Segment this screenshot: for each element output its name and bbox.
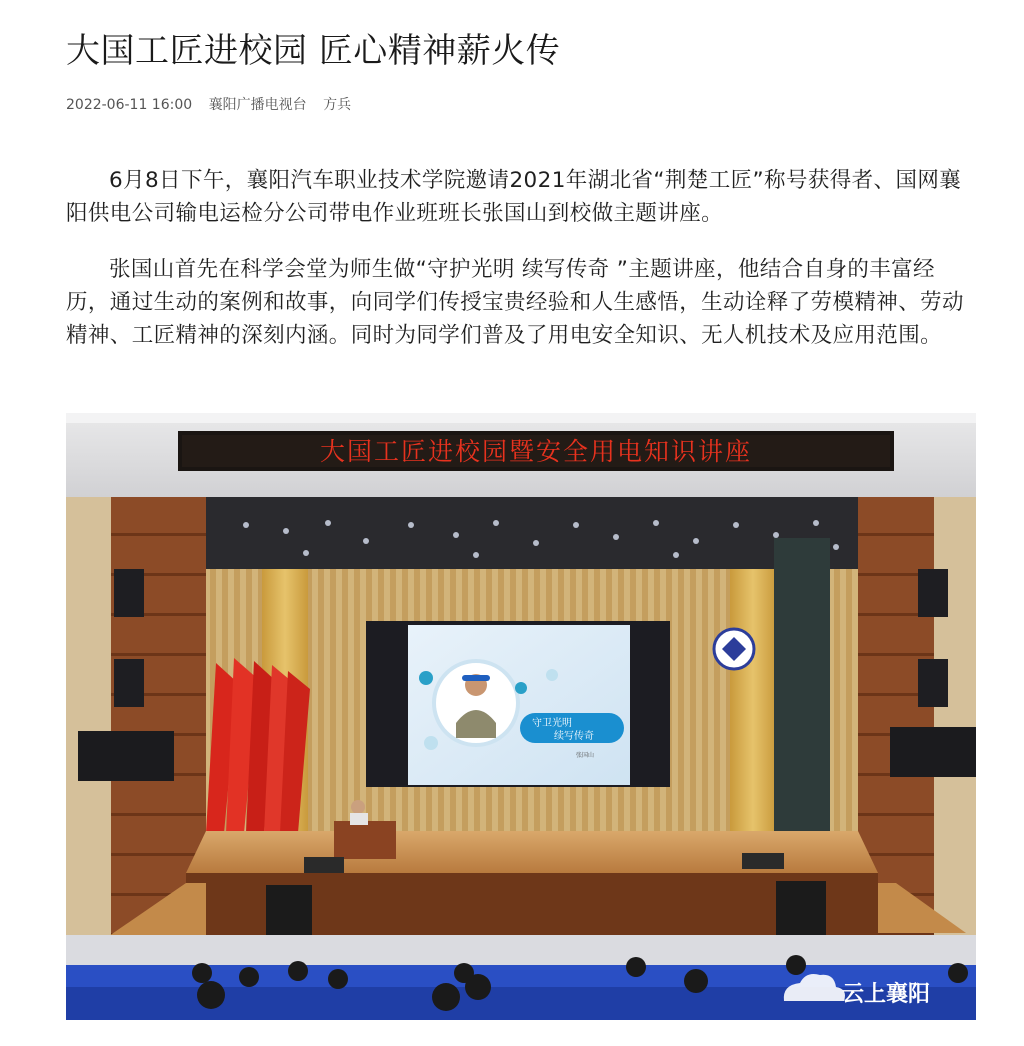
watermark-text: 云上襄阳 [842, 982, 931, 1007]
red-flags [206, 658, 310, 833]
paragraph: 6月8日下午，襄阳汽车职业技术学院邀请2021年湖北省“荆楚工匠”称号获得者、国网襄阳供电公司输电运检分公司带电作业班班长张国山到校做主题讲座。 [66, 168, 962, 226]
slogan-name: 张国山 [576, 752, 595, 759]
wall-speaker [114, 569, 144, 617]
led-banner-text: 大国工匠进校园暨安全用电知识讲座 [319, 437, 753, 466]
wall-tv [78, 731, 174, 781]
article-meta [66, 94, 363, 114]
author: 方兵 [323, 97, 352, 113]
slogan-line-1: 守卫光明 [532, 718, 572, 729]
publish-date: 2022-06-11 16:00 [66, 97, 193, 113]
lecture-photo [66, 413, 976, 1020]
paragraph: 张国山首先在科学会堂为师生做“守护光明 续写传奇 ”主题讲座，他结合自身的丰富经历，通过生动的案例和故事，向同学们传授宝贵经验和人生感悟，生动诠释了劳模精神、劳动精神、工匠精神的深刻内涵。同时为同学们普及了用电安全知识、无人机技术及应用范围。 [66, 257, 964, 348]
article-title: 大国工匠进校园 匠心精神薪火传 [66, 31, 561, 71]
slogan-line-2: 续写传奇 [554, 731, 594, 742]
lectern [334, 821, 396, 859]
lighting-truss [206, 497, 858, 569]
source-link[interactable]: 襄阳广播电视台 [208, 97, 307, 113]
floor-speaker [266, 885, 312, 939]
